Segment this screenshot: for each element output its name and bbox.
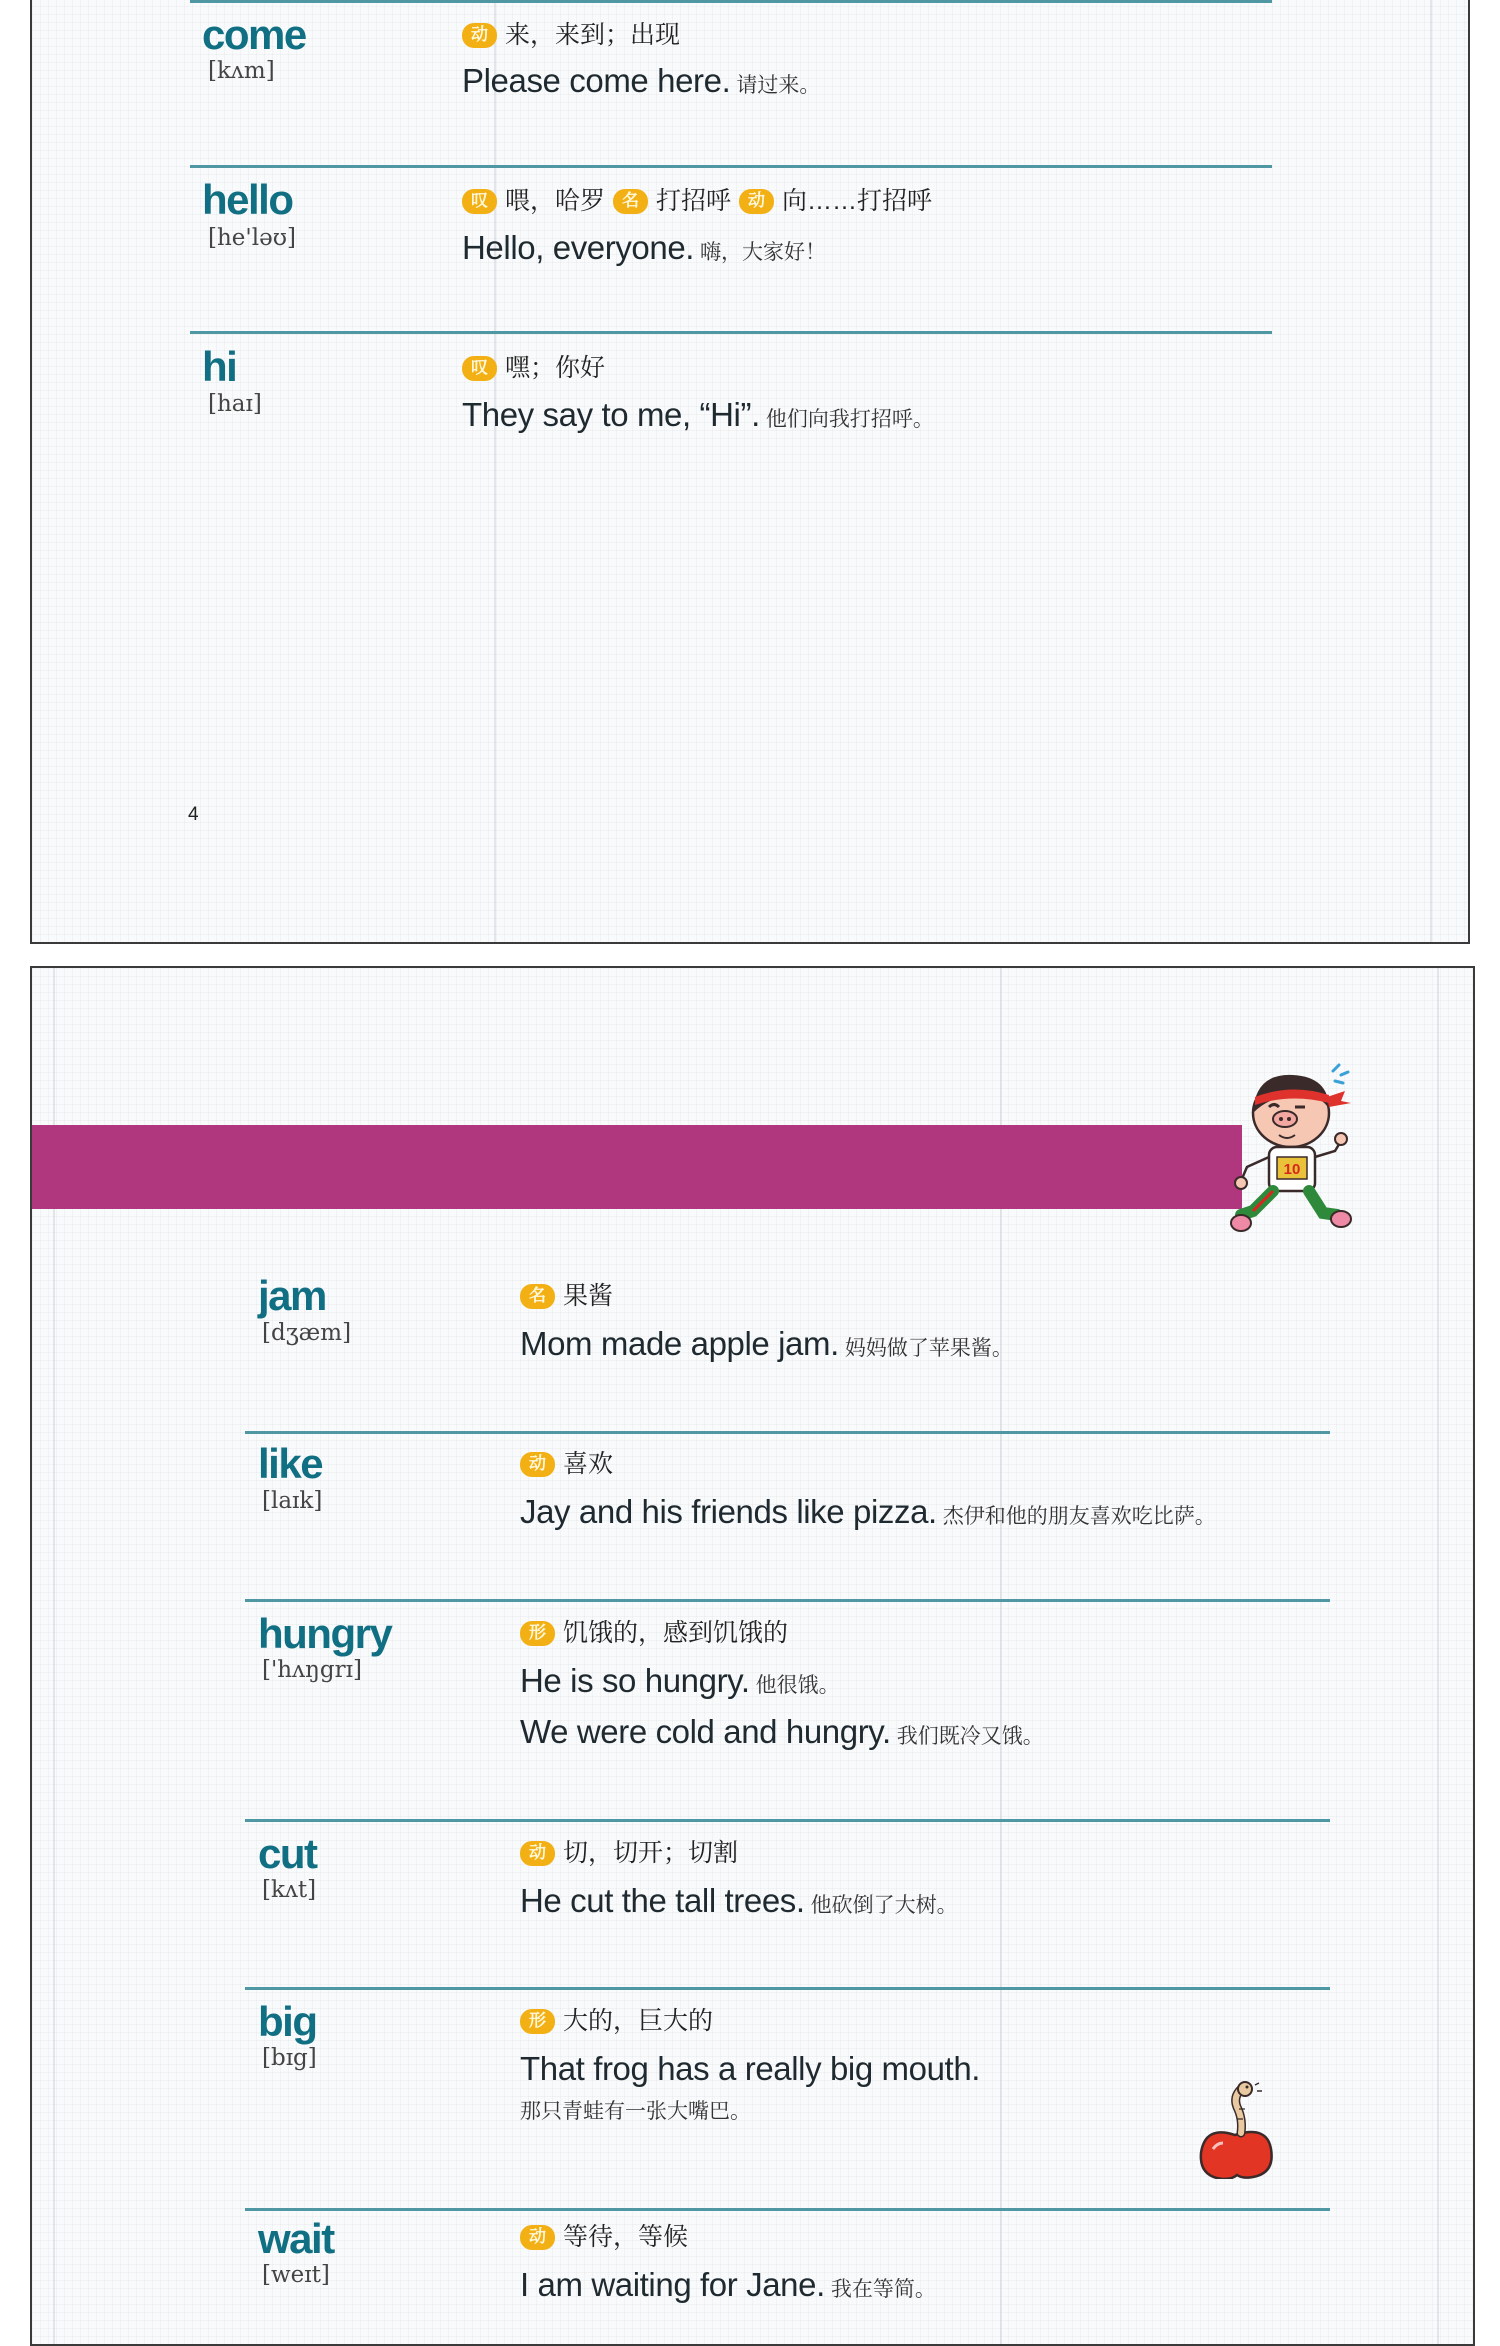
pos-tag: 叹 (462, 189, 497, 214)
definition-text: 嘿；你好 (505, 354, 606, 382)
headword: hungry (258, 1610, 392, 1657)
entry-divider (245, 1431, 1330, 1434)
definition-line (462, 356, 605, 381)
definition-text: 等待，等候 (563, 2223, 689, 2251)
example-chinese: 我们既冷又饿。 (896, 1725, 1044, 1748)
entry-divider (245, 1819, 1330, 1822)
entry-divider (190, 0, 1272, 3)
dictionary-page-bottom (30, 966, 1475, 2346)
headword: like (258, 1440, 323, 1487)
definition-line (520, 1841, 738, 1866)
phonetic: [kʌt] (262, 1877, 317, 1903)
definition-line (520, 1621, 788, 1646)
entry-divider (190, 165, 1272, 168)
grid-line (494, 0, 496, 942)
apple-worm-illustration (1195, 2079, 1281, 2179)
example-sentence (520, 1884, 958, 1917)
section-banner (32, 1125, 1242, 1209)
pos-tag: 动 (739, 189, 774, 214)
example-english: Mom made apple jam. (520, 1325, 839, 1362)
example-chinese: 请过来。 (736, 74, 821, 97)
example-english: That frog has a really big mouth. (520, 2050, 981, 2087)
pos-tag: 动 (520, 2225, 555, 2250)
example-english: He cut the tall trees. (520, 1882, 805, 1919)
example-sentence (462, 231, 826, 264)
headword: cut (258, 1830, 317, 1877)
dictionary-page-top (30, 0, 1470, 944)
example-english: He is so hungry. (520, 1662, 750, 1699)
example-chinese: 他很饿。 (755, 1674, 840, 1697)
definition-text: 大的，巨大的 (563, 2007, 714, 2035)
phonetic: [he'ləʊ] (208, 225, 296, 251)
headword: wait (258, 2215, 334, 2262)
pos-tag: 动 (462, 23, 497, 48)
headword: big (258, 1998, 317, 2045)
phonetic: [laɪk] (262, 1488, 323, 1514)
grid-line (1437, 968, 1439, 2344)
headword: come (202, 11, 306, 58)
pos-tag: 形 (520, 2009, 555, 2034)
example-english: We were cold and hungry. (520, 1713, 891, 1750)
headword: jam (258, 1272, 326, 1319)
example-chinese: 杰伊和他的朋友喜欢吃比萨。 (942, 1505, 1216, 1528)
example-sentence (462, 64, 820, 97)
pos-tag: 名 (520, 1284, 555, 1309)
grid-line (1430, 0, 1432, 942)
example-english: Please come here. (462, 62, 731, 99)
definition-line (462, 23, 680, 48)
entry-divider (245, 1599, 1330, 1602)
example-english: Jay and his friends like pizza. (520, 1493, 937, 1530)
example-sentence (462, 398, 934, 431)
headword: hello (202, 176, 293, 223)
example-sentence (520, 1715, 1044, 1748)
runner-mascot-illustration (1229, 1061, 1357, 1241)
phonetic: [dʒæm] (262, 1320, 352, 1346)
example-chinese: 他们向我打招呼。 (765, 408, 934, 431)
entry-divider (245, 2208, 1330, 2211)
entry-divider (245, 1987, 1330, 1990)
definition-text: 来，来到；出现 (505, 21, 681, 49)
definition-line (520, 2225, 688, 2250)
entry-divider (190, 331, 1272, 334)
example-chinese: 妈妈做了苹果酱。 (844, 1337, 1013, 1360)
example-sentence (520, 1495, 1216, 1528)
definition-text: 切，切开；切割 (563, 1839, 739, 1867)
example-sentence (520, 1327, 1013, 1360)
example-english: They say to me, “Hi”. (462, 396, 760, 433)
definition-text: 向……打招呼 (782, 187, 933, 215)
definition-text: 打招呼 (656, 187, 732, 215)
pos-tag: 动 (520, 1452, 555, 1477)
headword: hi (202, 343, 237, 390)
definition-line (520, 2009, 713, 2034)
phonetic: [weɪt] (262, 2262, 330, 2288)
definition-line (462, 189, 932, 214)
pos-tag: 名 (613, 189, 648, 214)
example-chinese: 那只青蛙有一张大嘴巴。 (520, 2100, 751, 2123)
example-sentence (520, 2052, 980, 2085)
phonetic: [kʌm] (208, 58, 275, 84)
pos-tag: 形 (520, 1621, 555, 1646)
pos-tag: 动 (520, 1841, 555, 1866)
phonetic: ['hʌŋgrɪ] (262, 1657, 362, 1683)
example-chinese: 我在等简。 (830, 2278, 936, 2301)
definition-text: 喜欢 (563, 1450, 614, 1478)
example-chinese: 嗨，大家好！ (700, 241, 827, 264)
example-sentence (520, 2268, 936, 2301)
jersey-number: 10 (1283, 1161, 1301, 1178)
definition-text: 饥饿的，感到饥饿的 (563, 1619, 789, 1647)
definition-text: 喂，哈罗 (505, 187, 606, 215)
definition-line (520, 1452, 613, 1477)
definition-text: 果酱 (563, 1282, 614, 1310)
definition-line (520, 1284, 613, 1309)
phonetic: [haɪ] (208, 391, 262, 417)
example-english: Hello, everyone. (462, 229, 695, 266)
example-english: I am waiting for Jane. (520, 2266, 825, 2303)
example-sentence (520, 1664, 840, 1697)
page-number: 4 (188, 804, 199, 825)
example-chinese: 他砍倒了大树。 (810, 1894, 958, 1917)
phonetic: [bɪg] (262, 2045, 317, 2071)
pos-tag: 叹 (462, 356, 497, 381)
